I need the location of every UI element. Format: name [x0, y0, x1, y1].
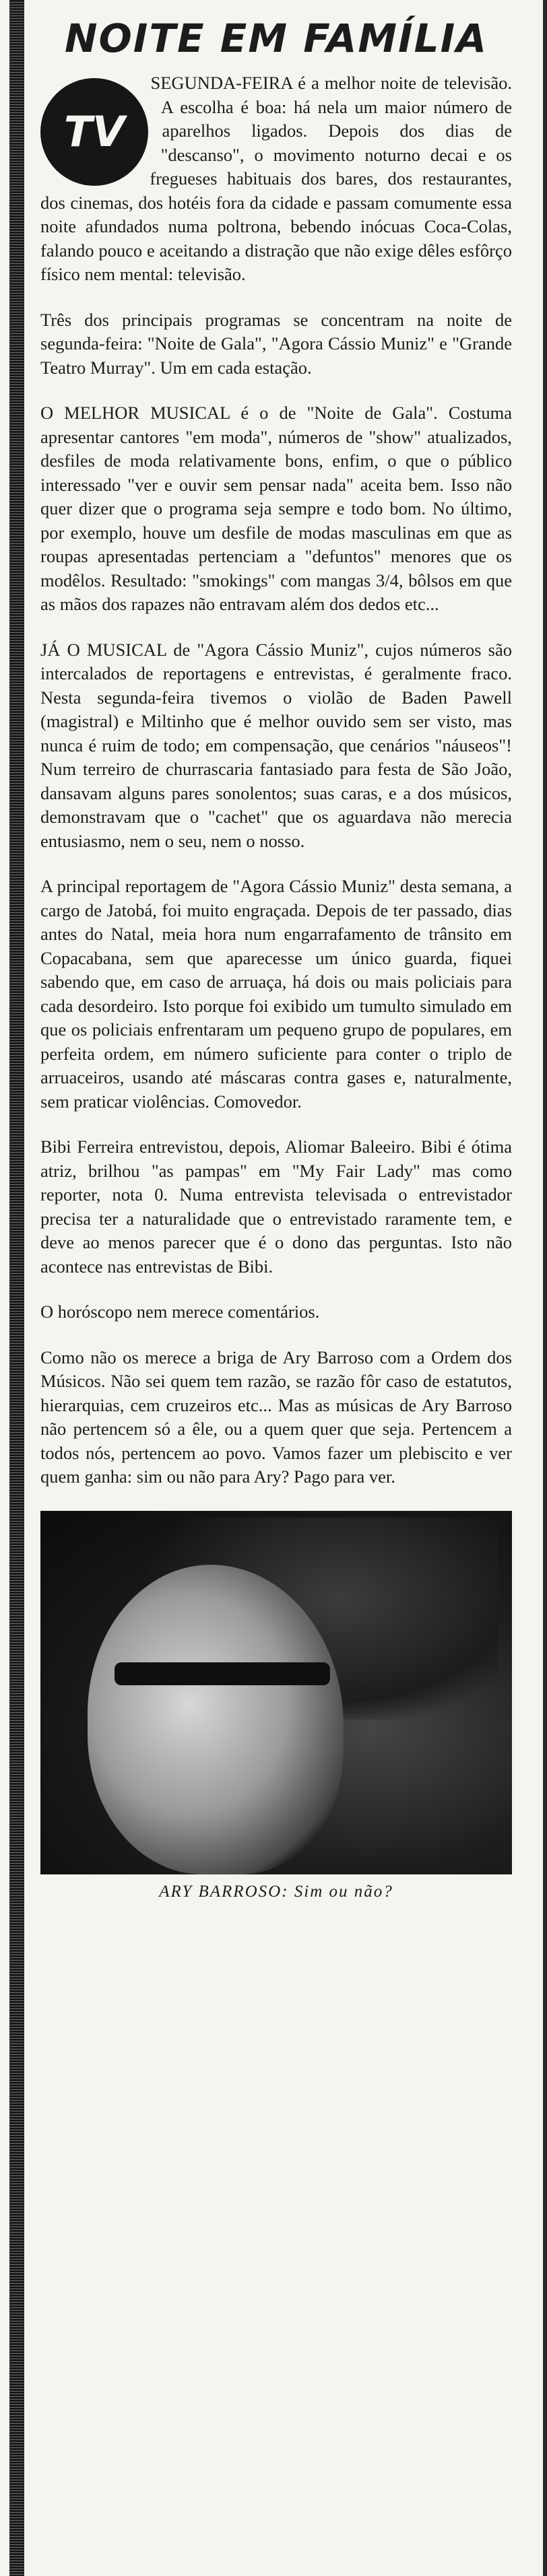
paragraph-2: Três dos principais programas se concentram na noite de segunda-feira: "Noite de Gala", "Agora Cássio Muniz" e "Grande Teatro Murray". Um em cada estação.	[40, 309, 512, 378]
tv-badge-label: TV	[63, 107, 125, 157]
paragraph-1-text: SEGUNDA-FEIRA é a melhor noite de televisão. A escolha é boa: há nela um maior número de aparelhos ligados. Depois dos dias de "descanso", o movimento noturno decai e os fregueses habituais dos bares, dos restaurantes, dos cinemas, dos hotéis fora da cidade e passam comumente essa noite afundados numa poltrona, bebendo inócuas Coca-Colas, falando pouco e aceitando a distração que não exige dêles esfôrço físico nem mental: televisão.	[40, 73, 512, 284]
ary-barroso-photo	[40, 1511, 512, 1874]
paragraph-8: Como não os merece a briga de Ary Barroso com a Ordem dos Músicos. Não sei quem tem razão, se razão fôr caso de estatutos, hierarquias, cem cruzeiros etc... Mas as músicas de Ary Barroso não pertencem só a êle, ou a quem quer que seja. Pertencem a todos nós, pertencem ao povo. Vamos fazer um plebiscito e ver quem ganha: sim ou não para Ary? Pago para ver.	[40, 1347, 512, 1487]
paragraph-5: A principal reportagem de "Agora Cássio Muniz" desta semana, a cargo de Jatobá, foi muito engraçada. Depois de ter passado, dias antes do Natal, meia hora num engarrafamento de trânsito em Copacabana, sem que aparecesse um único guarda, fiquei sabendo que, em caso de arruaça, há dois ou mais policiais para cada desordeiro. Isto porque foi exibido um tumulto simulado em que os policiais enfrentaram um pequeno grupo de populares, em perfeita ordem, em número suficiente para conter o triplo de arruaceiros, usando até máscaras contra gases e, naturalmente, sem praticar violências. Comovedor.	[40, 876, 512, 1112]
paragraph-7: O horóscopo nem merece comentários.	[40, 1301, 320, 1322]
paragraph-4: JÁ O MUSICAL de "Agora Cássio Muniz", cujos números são intercalados de reportagens e entrevistas, é geralmente fraco. Nesta segunda-feira tivemos o violão de Baden Pawell (magistral) e Miltinho que é melhor ouvido sem ser visto, mas nunca é ruim de todo; em compensação, que cenários "náuseos"! Num terreiro de churrascaria fantasiado para festa de São João, dansavam alguns pares sonolentos; suas caras, e a dos músicos, demonstravam que o "cachet" que os aguardava não merecia entusiasmo, nem o seu, nem o nosso.	[40, 639, 512, 851]
left-column-rule	[9, 0, 24, 2576]
photo-caption: ARY BARROSO: Sim ou não?	[159, 1882, 393, 1901]
paragraph-3: O MELHOR MUSICAL é o de "Noite de Gala". Costuma apresentar cantores "em moda", números de "show" atualizados, desfiles de moda relativamente bons, enfim, o que o público interessado "ver e ouvir sem pensar nada" aceita bem. Isso não quer dizer que o programa seja sempre e todo bom. No último, por exemplo, houve um desfile de modas masculinas em que as roupas apresentadas pertenciam a "defuntos" menores que os modêlos. Resultado: "smokings" com mangas 3/4, bôlsos em que as mãos dos rapazes não entravam além dos dedos etc...	[40, 403, 512, 614]
article-column	[40, 15, 512, 1901]
article-title: NOITE EM FAMÍLIA	[64, 15, 488, 61]
tv-icon	[40, 78, 148, 186]
photo-glasses	[115, 1662, 330, 1685]
paragraph-1	[40, 71, 512, 287]
right-column-rule	[543, 0, 547, 2576]
paragraph-6: Bibi Ferreira entrevistou, depois, Aliomar Baleeiro. Bibi é ótima atriz, brilhou "as pampas" em "My Fair Lady" mas como reporter, nota 0. Numa entrevista televisada o entrevistador precisa ter a naturalidade que o entrevistado raramente tem, e deve ao menos parecer que é o dono das perguntas. Isto não acontece nas entrevistas de Bibi.	[40, 1137, 512, 1277]
